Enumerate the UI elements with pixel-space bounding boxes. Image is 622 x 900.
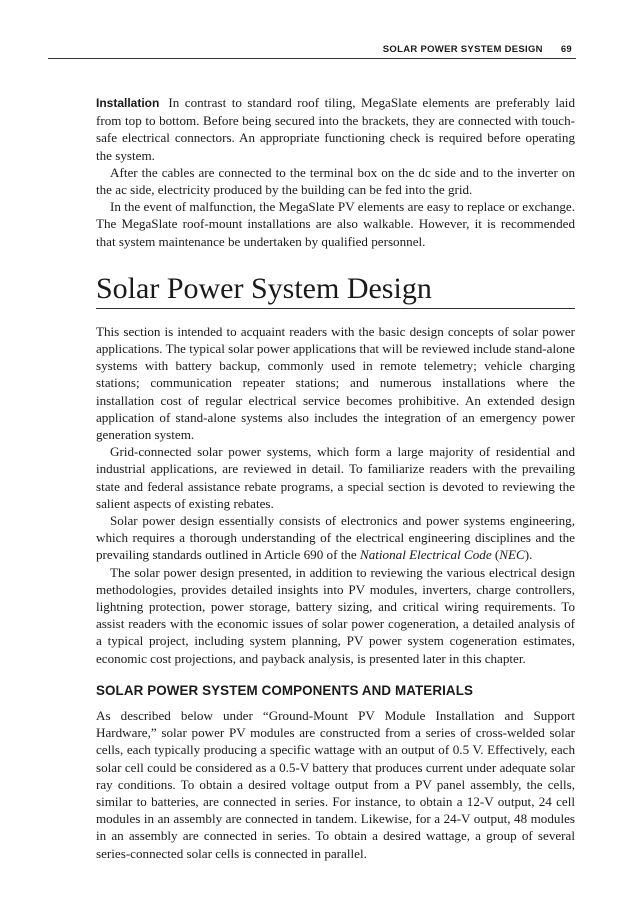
installation-paragraph-1: [96, 94, 575, 164]
section-paragraph-nec: [96, 512, 575, 564]
section-paragraph-2: Grid-connected solar power systems, which form a large majority of residential and industrial applications, are reviewed in detail. To familiarize readers with the prevailing state and federal assistance rebate programs, a special section is devoted to reviewing the salient aspects of existing rebates.: [96, 444, 575, 511]
section-title: Solar Power System Design: [96, 272, 575, 309]
subsection-title: SOLAR POWER SYSTEM COMPONENTS AND MATERIALS: [96, 682, 474, 698]
nec-text-before: Solar power design essentially consists of electronics and power systems engineering, which requires a thorough understanding of the electrical engineering disciplines and the prevailing standards outlined in Article 690 of the: [96, 513, 575, 563]
nec-text-after: ).: [524, 547, 533, 563]
nec-code-title: National Electrical Code: [360, 547, 492, 563]
nec-text-mid: (: [491, 547, 500, 563]
section-paragraph-4: The solar power design presented, in addition to reviewing the various electrical design methodologies, provides detailed insights into PV modules, inverters, charge controllers, lightning protection, power storage, battery sizing, and critical wiring requirements. To assist readers with the economic issues of solar power cogeneration, a detailed analysis of a typical project, including system planning, PV power system cogeneration estimates, economic cost projections, and payback analysis, is presented later in this chapter.: [96, 564, 575, 666]
running-title: SOLAR POWER SYSTEM DESIGN: [382, 44, 543, 55]
page-number: 69: [560, 44, 572, 55]
installation-run-in-heading: Installation: [96, 96, 160, 110]
header-rule: [48, 58, 576, 59]
subsection-paragraph: As described below under “Ground-Mount PV Module Installation and Support Hardware,” solar power PV modules are constructed from a series of cross-welded solar cells, each typically producing a specific wattage with an output of 0.5 V. Effectively, each solar cell could be considered as a 0.5-V battery that produces current under adequate solar ray conditions. To obtain a desired voltage output from a PV panel assembly, the cells, similar to batteries, are connected in series. For instance, to obtain a 12-V output, 24 cell modules in an assembly are connected in tandem. Likewise, for a 24-V output, 48 modules in an assembly are connected in series. To obtain a desired wattage, a group of several series-connected solar cells is connected in parallel.: [96, 707, 575, 861]
nec-code-abbr: NEC: [499, 547, 525, 563]
page-body: [96, 94, 575, 862]
installation-paragraph-2: After the cables are connected to the terminal box on the dc side and to the inverter on the ac side, electricity produced by the building can be fed into the grid.: [96, 164, 575, 198]
installation-paragraph-1-text: In contrast to standard roof tiling, MegaSlate elements are preferably laid from top to bottom. Before being secured into the brackets, they are connected with touch-safe electrical connectors. An appropriate functioning check is required before operating the system.: [96, 95, 575, 163]
installation-paragraph-3: In the event of malfunction, the MegaSlate PV elements are easy to replace or exchange. The MegaSlate roof-mount installations are also walkable. However, it is recommended that system maintenance be undertaken by qualified personnel.: [96, 199, 575, 249]
running-head: [383, 44, 572, 55]
section-paragraph-1: This section is intended to acquaint readers with the basic design concepts of solar power applications. The typical solar power applications that will be reviewed include stand-alone systems with battery backup, commonly used in remote telemetry; vehicle charging stations; communication repeater stations; and numerous installations where the installation cost of regular electrical service becomes prohibitive. An extended design application of stand-alone systems also includes the integration of an emergency power generation system.: [96, 323, 575, 443]
